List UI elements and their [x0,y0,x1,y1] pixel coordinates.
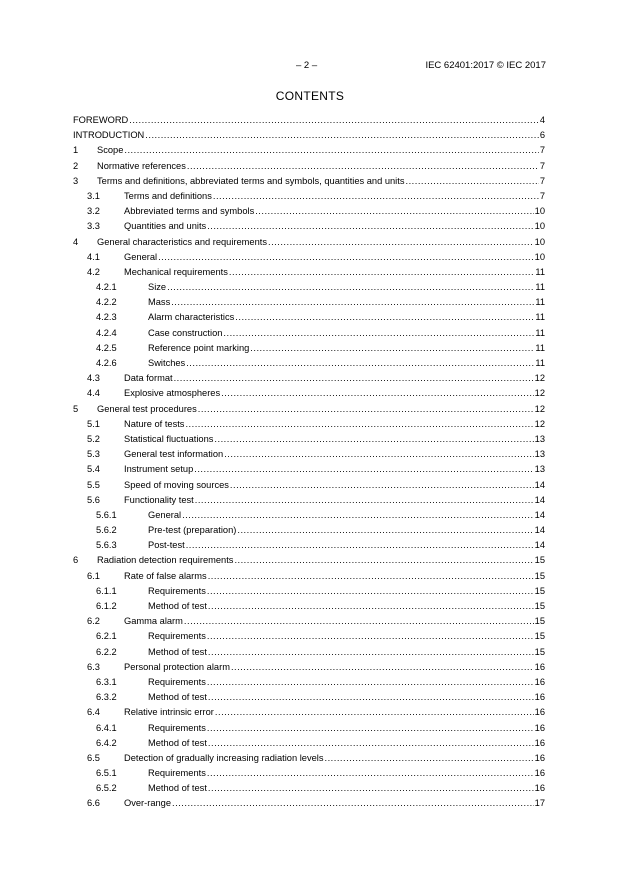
toc-entry-number: 5 [73,403,79,414]
toc-entry-page: 11 [535,282,545,293]
toc-entry-number: 5.4 [87,464,100,475]
page-header [0,60,620,74]
toc-entry[interactable] [73,462,545,477]
toc-entry[interactable] [73,204,545,219]
dot-leader [223,326,534,341]
toc-entry[interactable] [73,614,545,629]
dot-leader [235,310,534,325]
toc-entry[interactable] [73,690,545,705]
toc-entry-number: 5.6 [87,494,100,505]
document-reference: IEC 62401:2017 © IEC 2017 [425,60,546,71]
dot-leader [207,629,534,644]
toc-entry-number: 5.1 [87,418,100,429]
toc-entry[interactable] [73,660,545,675]
dot-leader [208,599,534,614]
dot-leader [207,219,533,234]
toc-entry-number: 6.3.1 [96,676,117,687]
toc-entry-title: Terms and definitions [124,190,212,201]
toc-entry-number: 4.2.3 [96,312,117,323]
toc-entry-page: 16 [534,752,545,763]
toc-entry-title: Requirements [148,722,206,733]
dot-leader [172,796,534,811]
dot-leader [405,174,538,189]
toc-entry-page: 7 [539,175,545,186]
dot-leader [208,690,534,705]
toc-entry-title: General test information [124,449,224,460]
toc-entry-number: 6.4.1 [96,722,117,733]
toc-entry[interactable] [73,599,545,614]
toc-entry-page: 13 [534,464,545,475]
toc-entry-number: 6.5.1 [96,768,117,779]
toc-entry-number: 3.2 [87,206,100,217]
toc-entry-page: 12 [534,403,545,414]
toc-entry[interactable] [73,705,545,720]
toc-entry-title: Size [148,282,167,293]
dot-leader [208,645,534,660]
toc-entry[interactable] [73,159,545,174]
toc-entry-title: Reference point marking [148,342,250,353]
toc-entry-title: INTRODUCTION [73,130,145,141]
toc-entry-number: 4.2 [87,266,100,277]
toc-entry-title: Over-range [124,798,172,809]
toc-entry-number: 4.2.4 [96,327,117,338]
toc-entry-page: 16 [534,692,545,703]
toc-entry-number: 6.4.2 [96,737,117,748]
toc-entry-page: 10 [534,236,545,247]
toc-entry-page: 12 [534,388,545,399]
toc-entry-page: 7 [539,145,545,156]
toc-entry[interactable] [73,675,545,690]
toc-entry-number: 4.2.2 [96,297,117,308]
toc-entry[interactable] [73,326,545,341]
toc-entry-title: Method of test [148,737,207,748]
dot-leader [124,143,538,158]
toc-entry-title: Method of test [148,646,207,657]
toc-entry[interactable] [73,235,545,250]
dot-leader [237,523,533,538]
toc-entry[interactable] [73,265,545,280]
toc-entry[interactable] [73,766,545,781]
toc-entry-number: 3.3 [87,221,100,232]
dot-leader [174,371,534,386]
toc-entry-page: 4 [539,115,545,125]
toc-entry-page: 15 [534,570,545,581]
dot-leader [207,584,534,599]
dot-leader [145,128,539,143]
toc-entry-page: 16 [534,737,545,748]
dot-leader [221,386,534,401]
toc-entry-page: 15 [534,631,545,642]
toc-entry-title: Gamma alarm [124,616,183,627]
toc-entry-number: 6.1.2 [96,601,117,611]
dot-leader [194,462,533,477]
toc-entry-title: Nature of tests [124,418,185,429]
dot-leader [230,478,534,493]
toc-entry-page: 16 [534,783,545,794]
dot-leader [167,280,534,295]
toc-entry-page: 14 [534,494,545,505]
toc-entry-title: General characteristics and requirements [97,236,268,247]
dot-leader [208,736,534,751]
toc-entry[interactable] [73,751,545,766]
dot-leader [207,766,534,781]
toc-entry-title: Scope [97,145,124,156]
dot-leader [229,265,534,280]
toc-entry-page: 14 [534,540,545,551]
toc-entry-page: 16 [534,707,545,718]
toc-entry-page: 7 [539,190,545,201]
toc-entry-page: 7 [539,160,545,171]
dot-leader [207,721,534,736]
toc-entry-title: Personal protection alarm [124,661,230,672]
toc-entry-page: 15 [534,585,545,596]
table-of-contents [73,113,545,812]
toc-entry[interactable] [73,721,545,736]
toc-entry-number: 6.4 [87,707,100,718]
dot-leader [214,432,533,447]
toc-entry-page: 11 [535,312,545,323]
toc-entry-page: 15 [534,646,545,657]
toc-entry-title: Pre-test (preparation) [148,525,237,536]
toc-entry-title: Method of test [148,601,207,611]
dot-leader [171,295,534,310]
toc-entry[interactable] [73,189,545,204]
toc-entry[interactable] [73,310,545,325]
toc-entry[interactable] [73,143,545,158]
toc-entry[interactable] [73,569,545,584]
toc-entry-number: 6 [73,555,79,566]
toc-entry-title: Instrument setup [124,464,194,475]
toc-entry-title: Normative references [97,160,186,171]
toc-entry-title: Terms and definitions, abbreviated terms and symbols, quantities and units [97,175,405,186]
toc-entry-title: Case construction [148,327,223,338]
toc-entry-number: 5.6.1 [96,509,117,520]
dot-leader [250,341,534,356]
toc-entry-title: Functionality test [124,494,194,505]
toc-entry-page: 11 [535,297,545,308]
toc-entry-page: 10 [534,251,545,262]
toc-entry[interactable] [73,736,545,751]
dot-leader [185,417,533,432]
toc-entry-number: 6.1.1 [96,585,117,596]
toc-entry-title: Radiation detection requirements [97,555,234,566]
toc-entry-number: 6.2.1 [96,631,117,642]
toc-entry-title: Method of test [148,783,207,794]
toc-entry-page: 16 [534,722,545,733]
toc-entry-page: 13 [534,433,545,444]
dot-leader [231,660,534,675]
toc-entry-number: 6.3.2 [96,692,117,703]
toc-entry[interactable] [73,219,545,234]
toc-entry-number: 4.1 [87,251,100,262]
dot-leader [195,493,534,508]
toc-entry-page: 15 [534,601,545,611]
toc-entry[interactable] [73,584,545,599]
dot-leader [224,447,533,462]
page-number: – 2 – [296,60,318,71]
toc-entry-number: 4.2.5 [96,342,117,353]
toc-entry-title: Relative intrinsic error [124,707,214,718]
toc-entry-page: 12 [534,418,545,429]
toc-entry-number: 5.5 [87,479,100,490]
toc-entry[interactable] [73,478,545,493]
toc-entry-page: 6 [539,130,545,141]
toc-entry-page: 11 [535,358,545,368]
toc-entry-number: 6.5 [87,752,100,763]
dot-leader [255,204,533,219]
toc-entry-title: Post-test [148,540,185,551]
toc-entry-title: Requirements [148,676,206,687]
toc-entry-number: 2 [73,160,79,171]
dot-leader [129,113,539,128]
toc-entry-page: 11 [535,327,545,338]
toc-entry-title: Mechanical requirements [124,266,228,277]
toc-entry[interactable] [73,417,545,432]
dot-leader [208,569,534,584]
toc-entry[interactable] [73,295,545,310]
toc-entry[interactable] [73,796,545,811]
toc-entry[interactable] [73,280,545,295]
toc-entry[interactable] [73,341,545,356]
toc-entry-number: 3 [73,175,79,186]
toc-entry-page: 16 [534,768,545,779]
toc-entry-page: 15 [534,555,545,566]
toc-entry-number: 6.2 [87,616,100,627]
toc-entry-title: General test procedures [97,403,197,414]
toc-entry[interactable] [73,250,545,265]
toc-entry-page: 14 [534,525,545,536]
toc-entry-title: Detection of gradually increasing radiation levels [124,752,324,763]
toc-entry-number: 5.6.3 [96,540,117,551]
toc-entry-number: 5.2 [87,433,100,444]
dot-leader [215,705,534,720]
toc-entry-title: Requirements [148,631,206,642]
toc-entry[interactable] [73,113,545,128]
toc-entry[interactable] [73,645,545,660]
toc-entry-title: Quantities and units [124,221,207,232]
toc-entry[interactable] [73,781,545,796]
toc-entry-title: Rate of false alarms [124,570,207,581]
toc-entry[interactable] [73,432,545,447]
toc-entry-title: Method of test [148,692,207,703]
toc-entry[interactable] [73,402,545,417]
toc-entry-number: 6.2.2 [96,646,117,657]
toc-entry-number: 6.1 [87,570,100,581]
toc-entry-page: 17 [534,798,545,809]
dot-leader [234,553,533,568]
dot-leader [186,356,534,371]
toc-entry-title: Data format [124,373,173,384]
dot-leader [324,751,533,766]
toc-entry-number: 5.3 [87,449,100,460]
toc-entry[interactable] [73,629,545,644]
toc-entry-page: 16 [534,676,545,687]
toc-entry-number: 6.5.2 [96,783,117,794]
toc-entry-page: 14 [534,479,545,490]
toc-entry-number: 6.3 [87,661,100,672]
dot-leader [268,235,534,250]
toc-entry-page: 10 [534,221,545,232]
toc-entry-page: 11 [535,342,545,353]
toc-entry[interactable] [73,523,545,538]
toc-entry-number: 4.3 [87,373,100,384]
toc-entry-page: 12 [534,373,545,384]
toc-entry-number: 4.2.6 [96,358,117,368]
toc-entry-title: General [148,509,182,520]
toc-entry-title: Explosive atmospheres [124,388,221,399]
dot-leader [198,402,534,417]
toc-entry-page: 14 [534,509,545,520]
toc-entry[interactable] [73,508,545,523]
toc-entry-title: Switches [148,358,186,368]
dot-leader [186,538,534,553]
toc-entry-number: 1 [73,145,79,156]
page-title: CONTENTS [275,89,345,103]
dot-leader [182,508,534,523]
toc-entry-number: 6.6 [87,798,100,809]
dot-leader [208,781,534,796]
toc-entry[interactable] [73,493,545,508]
toc-entry-page: 11 [535,266,545,277]
dot-leader [207,675,534,690]
toc-entry-title: Requirements [148,768,206,779]
toc-entry[interactable] [73,128,545,143]
dot-leader [158,250,534,265]
toc-entry-number: 5.6.2 [96,525,117,536]
toc-entry-title: Alarm characteristics [148,312,235,323]
dot-leader [187,159,539,174]
toc-entry-title: Abbreviated terms and symbols [124,206,255,217]
toc-entry[interactable] [73,356,545,371]
toc-entry-title: Speed of moving sources [124,479,229,490]
toc-entry-number: 4.2.1 [96,282,117,293]
toc-entry-title: General [124,251,158,262]
toc-entry[interactable] [73,553,545,568]
toc-entry-number: 4.4 [87,388,100,399]
toc-entry-page: 16 [534,661,545,672]
toc-entry-number: 4 [73,236,79,247]
toc-entry-title: Statistical fluctuations [124,433,214,444]
toc-entry[interactable] [73,538,545,553]
toc-entry-page: 15 [534,616,545,627]
toc-entry-page: 10 [534,206,545,217]
dot-leader [213,189,539,204]
toc-entry-title: FOREWORD [73,115,129,125]
dot-leader [184,614,534,629]
toc-entry-number: 3.1 [87,190,100,201]
toc-entry[interactable] [73,174,545,189]
toc-entry-title: Requirements [148,585,206,596]
toc-entry[interactable] [73,386,545,401]
toc-entry[interactable] [73,447,545,462]
toc-entry-page: 13 [534,449,545,460]
toc-entry[interactable] [73,371,545,386]
toc-entry-title: Mass [148,297,171,308]
